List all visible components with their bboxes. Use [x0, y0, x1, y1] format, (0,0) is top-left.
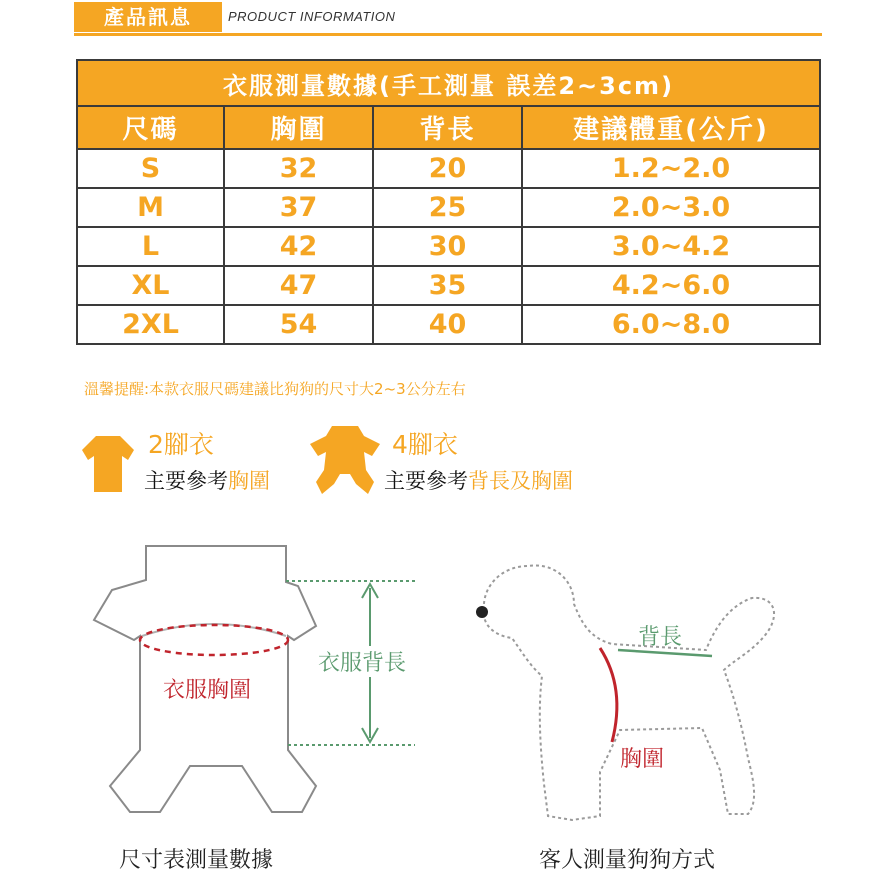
cell-size: S: [77, 149, 224, 188]
garment-diagram: [90, 540, 430, 830]
garment-length-label: 衣服背長: [318, 646, 406, 677]
four-leg-ref-prefix: 主要參考: [384, 469, 468, 493]
table-row: [77, 227, 820, 266]
cell-weight: 6.0~8.0: [522, 305, 820, 344]
two-leg-reference: [144, 465, 270, 495]
col-header-back-length: 背長: [373, 106, 522, 149]
cell-chest: 37: [224, 188, 373, 227]
table-row: [77, 305, 820, 344]
garment-caption: 尺寸表測量數據: [119, 848, 274, 873]
col-header-weight: 建議體重(公斤): [522, 106, 820, 149]
dog-diagram: [462, 558, 792, 828]
section-subtitle: PRODUCT INFORMATION: [228, 9, 396, 24]
size-table: [76, 59, 821, 345]
two-leg-ref-highlight: 胸圍: [228, 469, 270, 493]
cell-back-length: 35: [373, 266, 522, 305]
table-title: 衣服測量數據(手工測量 誤差2~3cm): [77, 60, 820, 106]
cell-back-length: 25: [373, 188, 522, 227]
cell-back-length: 30: [373, 227, 522, 266]
cell-back-length: 20: [373, 149, 522, 188]
dog-back-label: 背長: [638, 625, 683, 650]
cell-size: XL: [77, 266, 224, 305]
garment-chest-label: 衣服胸圍: [163, 678, 252, 703]
cell-weight: 3.0~4.2: [522, 227, 820, 266]
cell-weight: 4.2~6.0: [522, 266, 820, 305]
cell-size: L: [77, 227, 224, 266]
cell-weight: 2.0~3.0: [522, 188, 820, 227]
cell-chest: 32: [224, 149, 373, 188]
table-row: [77, 188, 820, 227]
dog-chest-label: 胸圍: [620, 747, 665, 772]
cell-chest: 42: [224, 227, 373, 266]
four-leg-jumpsuit-icon: [306, 424, 384, 496]
four-leg-reference: [384, 465, 573, 495]
two-leg-type-name: 2腳衣: [148, 430, 214, 459]
table-row: [77, 149, 820, 188]
four-leg-type-name: 4腳衣: [392, 430, 458, 459]
cell-back-length: 40: [373, 305, 522, 344]
col-header-chest: 胸圍: [224, 106, 373, 149]
four-leg-ref-highlight: 背長及胸圍: [468, 469, 573, 493]
header-divider: [74, 33, 822, 36]
section-tag: 產品訊息: [74, 2, 222, 32]
table-row: [77, 266, 820, 305]
cell-size: 2XL: [77, 305, 224, 344]
cell-weight: 1.2~2.0: [522, 149, 820, 188]
dog-caption: 客人測量狗狗方式: [539, 848, 716, 873]
size-reminder: 溫馨提醒:本款衣服尺碼建議比狗狗的尺寸大2~3公分左右: [84, 380, 466, 398]
col-header-size: 尺碼: [77, 106, 224, 149]
cell-chest: 47: [224, 266, 373, 305]
two-leg-shirt-icon: [80, 434, 136, 494]
cell-size: M: [77, 188, 224, 227]
two-leg-ref-prefix: 主要參考: [144, 469, 228, 493]
cell-chest: 54: [224, 305, 373, 344]
